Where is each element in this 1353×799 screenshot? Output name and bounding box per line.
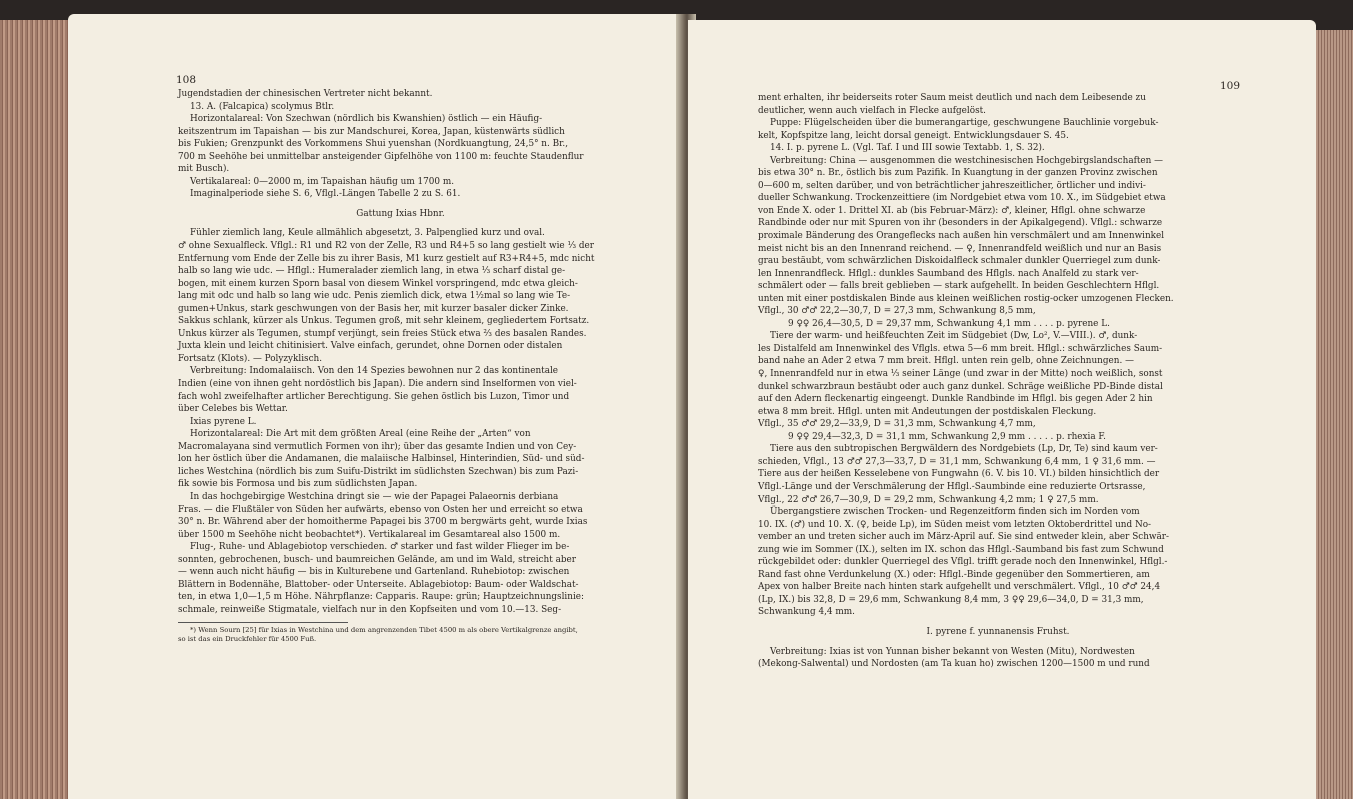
text-line: lang mit odc und halb so lang wie udc. Penis ziemlich dick, etwa 1½mal so lang wie Te- bbox=[178, 291, 571, 302]
text-line: Vertikalareal: 0—2000 m, im Tapaishan häufig um 1700 m. bbox=[190, 176, 455, 187]
text-line: bogen, mit einem kurzen Sporn basal von diesem Winkel vorspringend, mdc etwa gleich- bbox=[178, 278, 578, 289]
text-line: Tiere aus den subtropischen Bergwäldern des Nordgebiets (Lp, Dr, Te) sind kaum ver- bbox=[770, 444, 1158, 455]
footnote: *) Wenn Sourn [25] für Ixias in Westchina und dem angrenzenden Tibet 4500 m als obere Vertikalgrenze angibt, bbox=[190, 626, 578, 635]
text-line: Fras. — die Flußtäler von Süden her aufwärts, ebenso von Osten her und erreicht so etwa bbox=[178, 504, 583, 515]
text-line: über Celebes bis Wettar. bbox=[178, 404, 288, 415]
text-line: (Mekong-Salwental) und Nordosten (am Ta kuan ho) zwischen 1200—1500 m und rund bbox=[758, 659, 1150, 670]
text-line: schmale, reinweiße Stigmatale, vielfach nur in den Kopfseiten und vom 10.—13. Seg- bbox=[178, 604, 562, 615]
text-line: auf den Adern fleckenartig eingeengt. Dunkle Randbinde im Hflgl. bis gegen Ader 2 hin bbox=[758, 394, 1153, 405]
text-line: Indien (eine von ihnen geht nordöstlich bis Japan). Die andern sind Inselformen von viel- bbox=[178, 379, 577, 390]
text-line: rückgebildet oder: dunkler Querriegel des Vflgl. trifft gerade noch den Innenwinkel, Hflgl.- bbox=[758, 557, 1168, 568]
text-line: vember an und treten sicher auch im März-April auf. Sie sind entweder klein, aber Schwär- bbox=[758, 532, 1169, 543]
text-line: Übergangstiere zwischen Trocken- und Regenzeitform finden sich im Norden vom bbox=[770, 507, 1140, 518]
text-line: grau bestäubt, vom schwärzlichen Diskoidalfleck schmaler dunkler Querriegel zum dunk- bbox=[758, 256, 1161, 267]
text-line: Vflgl., 30 ♂♂ 22,2—30,7, D = 27,3 mm, Schwankung 8,5 mm, bbox=[758, 306, 1036, 317]
text-line: (Lp, IX.) bis 32,8, D = 29,6 mm, Schwankung 8,4 mm, 3 ♀♀ 29,6—34,0, D = 31,3 mm, bbox=[758, 594, 1144, 605]
text-line: Fortsatz (Klots). — Polyzyklisch. bbox=[178, 353, 323, 364]
text-line: Apex von halber Breite nach hinten stark aufgehellt und verschmälert. Vflgl., 10 ♂♂ 24,4 bbox=[758, 582, 1161, 593]
page-number: 108 bbox=[176, 74, 197, 86]
text-line: Randbinde oder nur mit Spuren von ihr (besonders in der Apikalgegend). Vflgl.: schwarze bbox=[758, 218, 1163, 229]
text-line: Blättern in Bodennähe, Blattober- oder Unterseite. Ablagebiotop: Baum- oder Waldschat- bbox=[178, 579, 579, 590]
text-line: über 1500 m Seehöhe nicht beobachtet*). Vertikalareal im Gesamtareal also 1500 m. bbox=[178, 529, 561, 540]
text-line: Tiere der warm- und heißfeuchten Zeit im Südgebiet (Dw, Lo², V.—VIII.). ♂, dunk- bbox=[770, 331, 1138, 342]
subspecies-heading: I. pyrene f. yunnanensis Fruhst. bbox=[926, 626, 1070, 637]
text-line: dunkel schwarzbraun bestäubt oder auch ganz dunkel. Schräge weißliche PD-Binde distal bbox=[758, 381, 1163, 392]
text-line: gumen+Unkus, stark geschwungen von der Basis her, mit kurzer basaler dicker Zinke. bbox=[178, 303, 569, 314]
text-line: Horizontalareal: Die Art mit dem größten Areal (eine Reihe der „Arten“ von bbox=[190, 429, 531, 440]
text-line: Rand fast ohne Verdunkelung (X.) oder: Hflgl.-Binde gegenüber den Sommertieren, am bbox=[758, 569, 1150, 580]
left-page bbox=[68, 14, 680, 799]
text-line: halb so lang wie udc. — Hflgl.: Humeralader ziemlich lang, in etwa ⅓ scharf distal ge- bbox=[178, 266, 566, 277]
text-line: Macromalayana sind vermutlich Formen von ihr); über das gesamte Indien und von Cey- bbox=[178, 441, 577, 452]
text-line: schieden, Vflgl., 13 ♂♂ 27,3—33,7, D = 31,1 mm, Schwankung 6,4 mm, 1 ♀ 31,6 mm. — bbox=[758, 456, 1156, 467]
text-line: Verbreitung: Ixias ist von Yunnan bisher bekannt von Westen (Mitu), Nordwesten bbox=[770, 646, 1135, 657]
text-line: kelt, Kopfspitze lang, leicht dorsal geneigt. Entwicklungsdauer S. 45. bbox=[758, 130, 1069, 141]
text-line: 700 m Seehöhe bei unmittelbar ansteigender Gipfelhöhe von 1100 m: feuchte Staudenflur bbox=[178, 151, 584, 162]
text-line: In das hochgebirgige Westchina dringt sie — wie der Papagei Palaeornis derbiana bbox=[190, 491, 559, 502]
text-line: 30° n. Br. Während aber der homoitherme Papagei bis 3700 m bergwärts geht, wurde Ixias bbox=[178, 517, 588, 528]
text-line: zung wie im Sommer (IX.), selten im IX. schon das Hflgl.-Saumband bis fast zum Schwund bbox=[758, 544, 1164, 555]
text-line: ment erhalten, ihr beiderseits roter Saum meist deutlich und nach dem Leibesende zu bbox=[758, 93, 1146, 103]
text-line: liches Westchina (nördlich bis zum Suifu-Distrikt im südlichsten Szechwan) bis zum Pazi- bbox=[178, 466, 579, 477]
text-line: Horizontalareal: Von Szechwan (nördlich bis Kwanshien) östlich — ein Häufig- bbox=[190, 114, 543, 125]
text-line: mit Busch). bbox=[178, 164, 230, 175]
text-line: 0—600 m, selten darüber, und von beträchtlicher jahreszeitlicher, örtlicher und indivi- bbox=[758, 180, 1146, 191]
text-line: proximale Bänderung des Orangeflecks nach außen hin verschmälert und am Innenwinkel bbox=[758, 231, 1165, 242]
page-edges-left bbox=[0, 20, 70, 799]
text-line: fach wohl zweifelhafter artlicher Berechtigung. Sie gehen östlich bis Luzon, Timor und bbox=[178, 391, 570, 402]
text-line: Unkus kürzer als Tegumen, stumpf verjüngt, sein freies Stück etwa ⅔ des basalen Randes. bbox=[178, 328, 587, 339]
text-line: 9 ♀♀ 26,4—30,5, D = 29,37 mm, Schwankung 4,1 mm . . . . p. pyrene L. bbox=[788, 318, 1110, 329]
text-line: 9 ♀♀ 29,4—32,3, D = 31,1 mm, Schwankung 2,9 mm . . . . . p. rhexia F. bbox=[788, 431, 1106, 442]
text-line: — wenn auch nicht häufig — bis in Kulturebene und Gartenland. Ruhebiotop: zwischen bbox=[178, 567, 570, 578]
text-line: Tiere aus der heißen Kesselebene von Fungwahn (6. V. bis 10. VI.) bilden hinsichtlich der bbox=[758, 469, 1160, 480]
text-line: meist nicht bis an den Innenrand reichend. — ♀, Innenrandfeld weißlich und nur an Basis bbox=[758, 243, 1162, 254]
text-line: Verbreitung: Indomalaiisch. Von den 14 Spezies bewohnen nur 2 das kontinentale bbox=[190, 366, 559, 377]
right-page-text bbox=[758, 92, 1238, 671]
text-line: bis etwa 30° n. Br., östlich bis zum Pazifik. In Kuangtung in der ganzen Provinz zwischen bbox=[758, 168, 1158, 179]
text-line: von Ende X. oder 1. Drittel XI. ab (bis Februar-März): ♂, kleiner, Hflgl. ohne schwarze bbox=[758, 205, 1146, 216]
page-number: 109 bbox=[1220, 80, 1241, 92]
text-line: len Innenrandfleck. Hflgl.: dunkles Saumband des Hflgls. nach Analfeld zu stark ver- bbox=[758, 268, 1139, 279]
text-line: band nahe an Ader 2 etwa 7 mm breit. Hflgl. unten rein gelb, ohne Zeichnungen. — bbox=[758, 356, 1134, 367]
text-line: fik sowie bis Formosa und bis zum südlichsten Japan. bbox=[178, 479, 418, 490]
text-line: deutlicher, wenn auch vielfach in Flecke aufgelöst. bbox=[758, 105, 986, 116]
text-line: sonnten, gebrochenen, busch- und baumreichen Gelände, am und im Wald, streicht aber bbox=[178, 554, 576, 565]
text-line: ♂ ohne Sexualfleck. Vflgl.: R1 und R2 von der Zelle, R3 und R4+5 so lang gestielt wie ⅓ der bbox=[178, 241, 594, 252]
text-line: Vflgl.-Länge und der Verschmälerung der Hflgl.-Saumbinde eine reduzierte Ortsrasse, bbox=[758, 481, 1146, 492]
text-line: Jugendstadien der chinesischen Vertreter nicht bekannt. bbox=[178, 89, 433, 99]
text-line: Flug-, Ruhe- und Ablagebiotop verschieden. ♂ starker und fast wilder Flieger im be- bbox=[190, 542, 570, 553]
text-line: etwa 8 mm breit. Hflgl. unten mit Andeutungen der postdiskalen Fleckung. bbox=[758, 406, 1097, 417]
text-line: ♀, Innenrandfeld nur in etwa ⅓ seiner Länge (und zwar in der Mitte) noch weißlich, sonst bbox=[758, 369, 1163, 380]
text-line: ten, in etwa 1,0—1,5 m Höhe. Nährpflanze: Capparis. Raupe: grün; Hauptzeichnungslinie: bbox=[178, 592, 584, 603]
text-line: 10. IX. (♂) und 10. X. (♀, beide Lp), im Süden meist vom letzten Oktoberdrittel und No- bbox=[758, 519, 1152, 530]
page-edges-right bbox=[1313, 30, 1353, 799]
text-line: Puppe: Flügelscheiden über die bumerangartige, geschwungene Bauchlinie vorgebuk- bbox=[770, 118, 1159, 129]
text-line: les Distalfeld am Innenwinkel des Vflgls. etwa 5—6 mm breit. Hflgl.: schwärzliches Saum- bbox=[758, 343, 1163, 354]
text-line: Vflgl., 22 ♂♂ 26,7—30,9, D = 29,2 mm, Schwankung 4,2 mm; 1 ♀ 27,5 mm. bbox=[758, 494, 1099, 505]
species-heading: Ixias pyrene L. bbox=[190, 416, 257, 427]
text-line: keitszentrum im Tapaishan — bis zur Mandschurei, Korea, Japan, küstenwärts südlich bbox=[178, 126, 565, 137]
text-line: unten mit einer postdiskalen Binde aus kleinen weißlichen rostig-ocker umzogenen Flecken. bbox=[758, 293, 1174, 304]
text-line: lon her östlich über die Andamanen, die malaiische Halbinsel, Hinterindien, Süd- und süd- bbox=[178, 454, 585, 465]
genus-heading: Gattung Ixias Hbnr. bbox=[356, 208, 445, 219]
right-page bbox=[688, 20, 1316, 799]
text-line: Vflgl., 35 ♂♂ 29,2—33,9, D = 31,3 mm, Schwankung 4,7 mm, bbox=[758, 419, 1036, 430]
text-line: dueller Schwankung. Trockenzeittiere (im Nordgebiet etwa vom 10. X., im Südgebiet etwa bbox=[758, 193, 1166, 204]
text-line: Sakkus schlank, kürzer als Unkus. Tegumen groß, mit sehr kleinem, gegliedertem Fortsatz. bbox=[178, 316, 590, 327]
text-line: Verbreitung: China — ausgenommen die westchinesischen Hochgebirgslandschaften — bbox=[770, 155, 1164, 166]
text-line: schmälert oder — falls breit geblieben — stark aufgehellt. In beiden Geschlechtern Hflgl. bbox=[758, 281, 1160, 292]
text-line: bis Fukien; Grenzpunkt des Vorkommens Shui yuenshan (Nordkuangtung, 24,5° n. Br., bbox=[178, 139, 569, 150]
species-heading: 14. I. p. pyrene L. (Vgl. Taf. I und III sowie Textabb. 1, S. 32). bbox=[770, 143, 1045, 154]
footnote: so ist das ein Druckfehler für 4500 Fuß. bbox=[178, 635, 317, 644]
text-line: Schwankung 4,4 mm. bbox=[758, 607, 855, 618]
text-line: Fühler ziemlich lang, Keule allmählich abgesetzt, 3. Palpenglied kurz und oval. bbox=[190, 228, 545, 239]
text-line: Entfernung vom Ende der Zelle bis zu ihrer Basis, M1 kurz gestielt auf R3+R4+5, mdc nicht bbox=[178, 253, 595, 264]
species-heading: 13. A. (Falcapica) scolymus Btlr. bbox=[190, 101, 335, 112]
left-page-text bbox=[178, 88, 623, 644]
text-line: Imaginalperiode siehe S. 6, Vflgl.-Längen Tabelle 2 zu S. 61. bbox=[190, 189, 461, 200]
text-line: Juxta klein und leicht chitinisiert. Valve einfach, gerundet, ohne Dornen oder distalen bbox=[178, 341, 563, 352]
